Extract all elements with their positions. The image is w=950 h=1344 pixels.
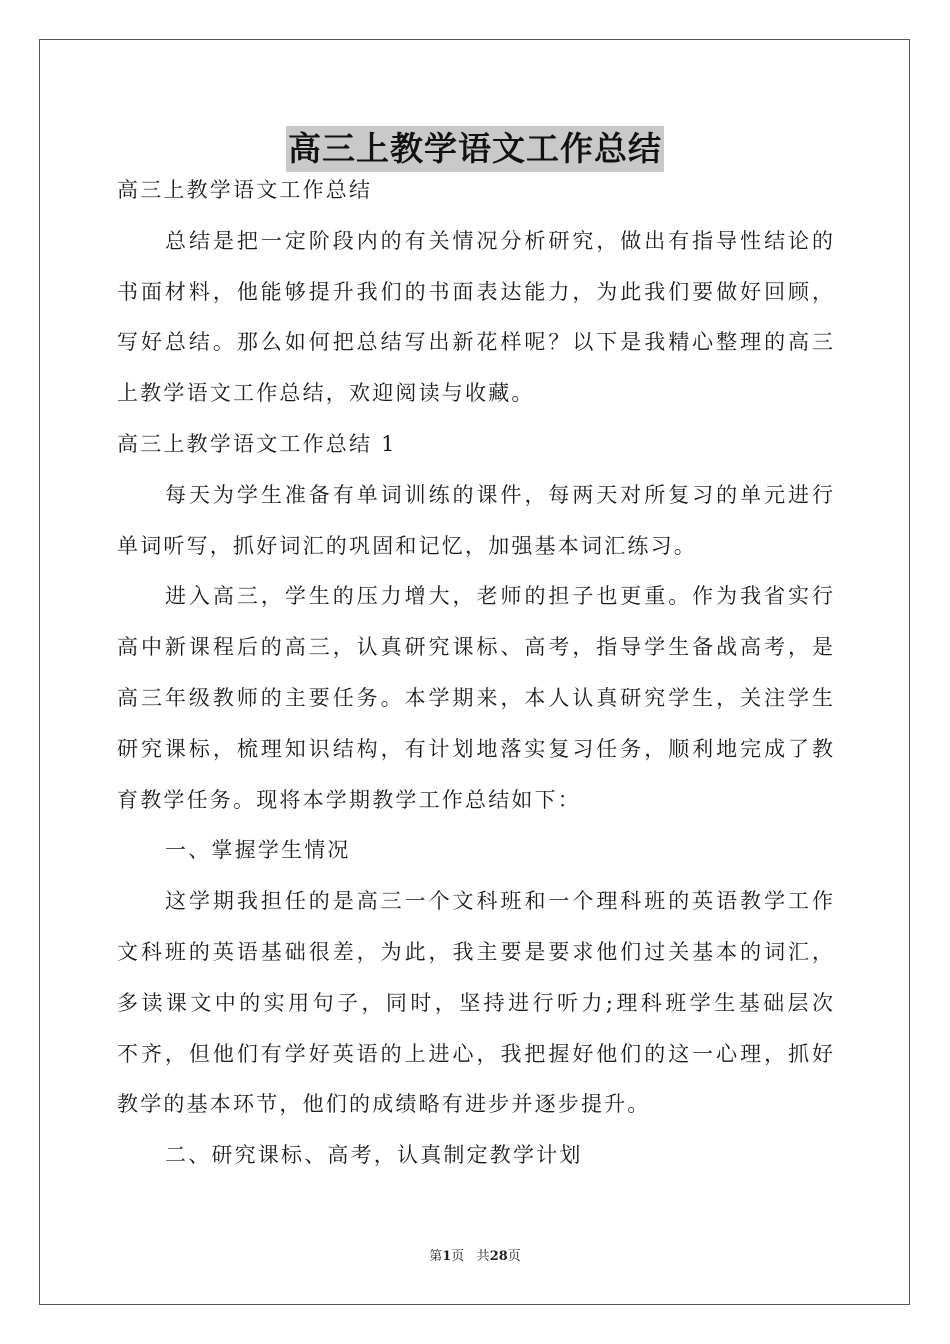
text-line: 教学的基本环节，他们的成绩略有进步并逐步提升。 — [117, 1092, 651, 1117]
page-footer — [0, 1248, 950, 1266]
title-wrap — [0, 126, 950, 172]
text-line: 高中新课程后的高三，认真研究课标、高考，指导学生备战高考，是 — [117, 635, 833, 660]
footer-page-suffix: 页 — [451, 1249, 465, 1264]
text-line: 不齐，但他们有学好英语的上进心，我把握好他们的这一心理，抓好 — [117, 1041, 833, 1066]
footer-total-suffix: 页 — [507, 1249, 521, 1264]
text-line: 高三年级教师的主要任务。本学期来，本人认真研究学生，关注学生 — [117, 685, 833, 710]
document-title: 高三上教学语文工作总结 — [286, 126, 664, 172]
text-line: 文科班的英语基础很差，为此，我主要是要求他们过关基本的词汇， — [117, 939, 833, 964]
document-body — [117, 177, 833, 1193]
footer-prefix: 第 — [429, 1249, 443, 1264]
text-line: 研究课标，梳理知识结构，有计划地落实复习任务，顺利地完成了教 — [117, 736, 833, 761]
footer-total-prefix: 共 — [476, 1249, 490, 1264]
text-line: 二、研究课标、高考，认真制定教学计划 — [165, 1143, 583, 1168]
text-line: 育教学任务。现将本学期教学工作总结如下： — [117, 787, 581, 812]
text-line: 高三上教学语文工作总结 — [117, 178, 373, 202]
text-line: 多读课文中的实用句子，同时，坚持进行听力;理科班学生基础层次 — [117, 990, 833, 1015]
text-line: 每天为学生准备有单词训练的课件，每两天对所复习的单元进行 — [165, 482, 833, 507]
text-line: 总结是把一定阶段内的有关情况分析研究，做出有指导性结论的 — [165, 228, 833, 253]
text-line: 这学期我担任的是高三一个文科班和一个理科班的英语教学工作 — [165, 889, 833, 914]
text-line: 进入高三，学生的压力增大，老师的担子也更重。作为我省实行 — [165, 584, 833, 609]
text-line: 书面材料，他能够提升我们的书面表达能力，为此我们要做好回顾， — [117, 279, 833, 304]
footer-total-pages: 28 — [489, 1249, 508, 1264]
text-line: 上教学语文工作总结，欢迎阅读与收藏。 — [117, 381, 535, 406]
text-line: 一、掌握学生情况 — [165, 838, 351, 863]
text-line: 单词听写，抓好词汇的巩固和记忆，加强基本词汇练习。 — [117, 533, 697, 558]
text-line: 高三上教学语文工作总结 1 — [117, 431, 397, 456]
footer-page-number: 1 — [442, 1249, 452, 1264]
text-line: 写好总结。那么如何把总结写出新花样呢？以下是我精心整理的高三 — [117, 330, 833, 355]
